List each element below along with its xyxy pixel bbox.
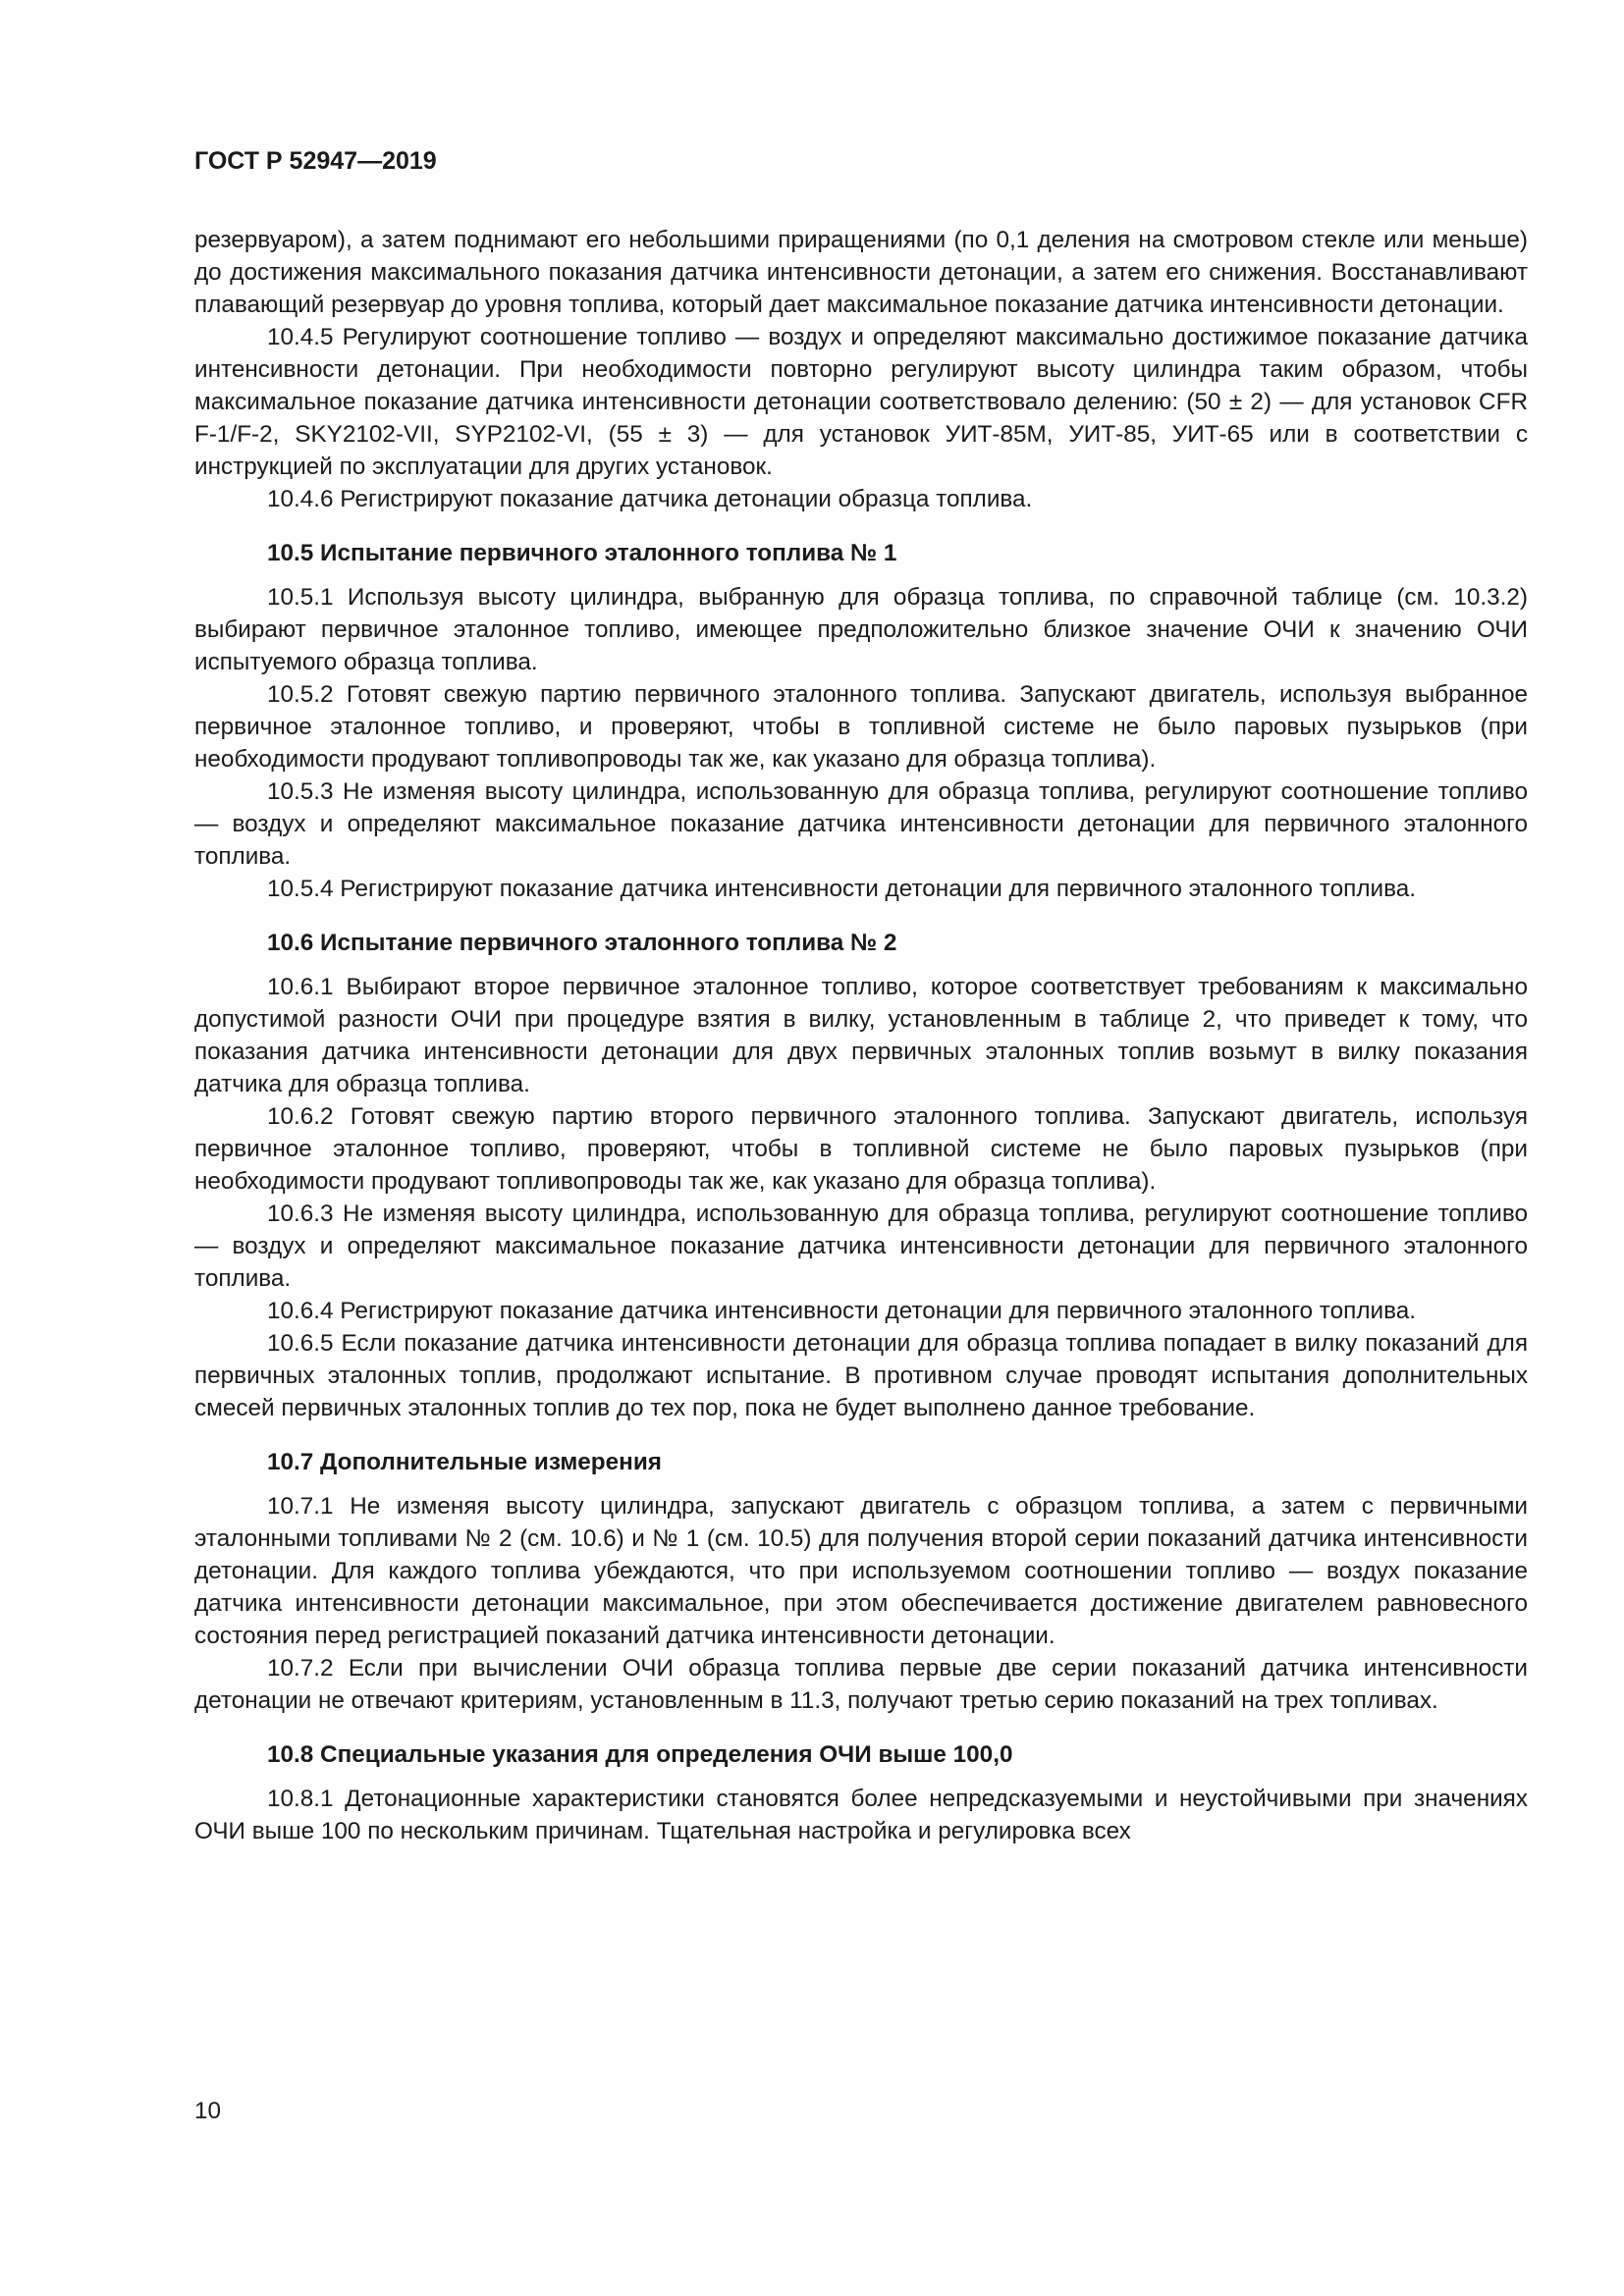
heading-10-8: 10.8 Специальные указания для определения ОЧИ выше 100,0 — [267, 1741, 1013, 1768]
paragraph-10-6-1: 10.6.1 Выбирают второе первичное эталонное топливо, которое соответствует требованиям к максимально допустимой разности ОЧИ при процедуре взятия в вилку, установленным в таблице 2, что приведет к тому, что показания датчика интенсивности детонации для двух первичных эталонных топлив возьмут в вилку показания датчика для образца топлива. — [194, 974, 1528, 1097]
paragraph-10-8-1: 10.8.1 Детонационные характеристики становятся более непредсказуемыми и неустойчивыми при значениях ОЧИ выше 100 по нескольким причинам. Тщательная настройка и регулировка всех — [194, 1786, 1528, 1844]
heading-10-6: 10.6 Испытание первичного эталонного топлива № 2 — [267, 930, 897, 956]
paragraph-10-7-2: 10.7.2 Если при вычислении ОЧИ образца топлива первые две серии показаний датчика интенсивности детонации не отвечают критериям, установленным в 11.3, получают третью серию показаний на трех топливах. — [194, 1655, 1528, 1714]
paragraph-10-6-3: 10.6.3 Не изменяя высоту цилиндра, использованную для образца топлива, регулируют соотношение топливо — воздух и определяют максимальное показание датчика интенсивности детонации для первичного эталонного топлива. — [194, 1201, 1528, 1292]
paragraph-10-4-5: 10.4.5 Регулируют соотношение топливо — воздух и определяют максимально достижимое показание датчика интенсивности детонации. При необходимости повторно регулируют высоту цилиндра таким образом, чтобы максимальное показание датчика интенсивности детонации соответствовало делению: (50 ± 2) — для установок CFR F-1/F-2, SKY2102-VII, SYP2102-VI, (55 ± 3) — для установок УИТ-85М, УИТ-85, УИТ-65 или в соответствии с инструкцией по эксплуатации для других установок. — [194, 324, 1528, 480]
document-id-header: ГОСТ Р 52947—2019 — [194, 147, 437, 175]
heading-10-7: 10.7 Дополнительные измерения — [267, 1449, 662, 1475]
page-number: 10 — [194, 2098, 222, 2124]
paragraph-10-5-2: 10.5.2 Готовят свежую партию первичного эталонного топлива. Запускают двигатель, используя выбранное первичное эталонное топливо, и проверяют, чтобы в топливной системе не было паровых пузырьков (при необходимости продувают топливопроводы так же, как указано для образца топлива). — [194, 681, 1528, 773]
paragraph-10-5-1: 10.5.1 Используя высоту цилиндра, выбранную для образца топлива, по справочной таблице (см. 10.3.2) выбирают первичное эталонное топливо, имеющее предположительно близкое значение ОЧИ к значению ОЧИ испытуемого образца топлива. — [194, 584, 1528, 675]
paragraph-10-7-1: 10.7.1 Не изменяя высоту цилиндра, запускают двигатель с образцом топлива, а затем с первичными эталонными топливами № 2 (см. 10.6) и № 1 (см. 10.5) для получения второй серии показаний датчика интенсивности детонации. Для каждого топлива убеждаются, что при используемом соотношении топливо — воздух показание датчика интенсивности детонации максимальное, при этом обеспечивается достижение двигателем равновесного состояния перед регистрацией показаний датчика интенсивности детонации. — [194, 1493, 1528, 1649]
paragraph-continuation: резервуаром), а затем поднимают его небольшими приращениями (по 0,1 деления на смотровом стекле или меньше) до достижения максимального показания датчика интенсивности детонации, а затем его снижения. Восстанавливают плавающий резервуар до уровня топлива, который дает максимальное показание датчика интенсивности детонации. — [194, 227, 1528, 318]
paragraph-10-4-6: 10.4.6 Регистрируют показание датчика детонации образца топлива. — [267, 486, 1033, 512]
paragraph-10-6-4: 10.6.4 Регистрируют показание датчика интенсивности детонации для первичного эталонного топлива. — [267, 1298, 1416, 1324]
paragraph-10-5-4: 10.5.4 Регистрируют показание датчика интенсивности детонации для первичного эталонного топлива. — [267, 876, 1416, 902]
paragraph-10-6-5: 10.6.5 Если показание датчика интенсивности детонации для образца топлива попадает в вилку показаний для первичных эталонных топлив, продолжают испытание. В противном случае проводят испытания дополнительных смесей первичных эталонных топлив до тех пор, пока не будет выполнено данное требование. — [194, 1330, 1528, 1421]
heading-10-5: 10.5 Испытание первичного эталонного топлива № 1 — [267, 540, 897, 566]
paragraph-10-5-3: 10.5.3 Не изменяя высоту цилиндра, использованную для образца топлива, регулируют соотношение топливо — воздух и определяют максимальное показание датчика интенсивности детонации для первичного эталонного топлива. — [194, 778, 1528, 870]
page-content — [194, 224, 1528, 1847]
paragraph-10-6-2: 10.6.2 Готовят свежую партию второго первичного эталонного топлива. Запускают двигатель, используя первичное эталонное топливо, проверяют, чтобы в топливной системе не было паровых пузырьков (при необходимости продувают топливопроводы так же, как указано для образца топлива). — [194, 1103, 1528, 1195]
